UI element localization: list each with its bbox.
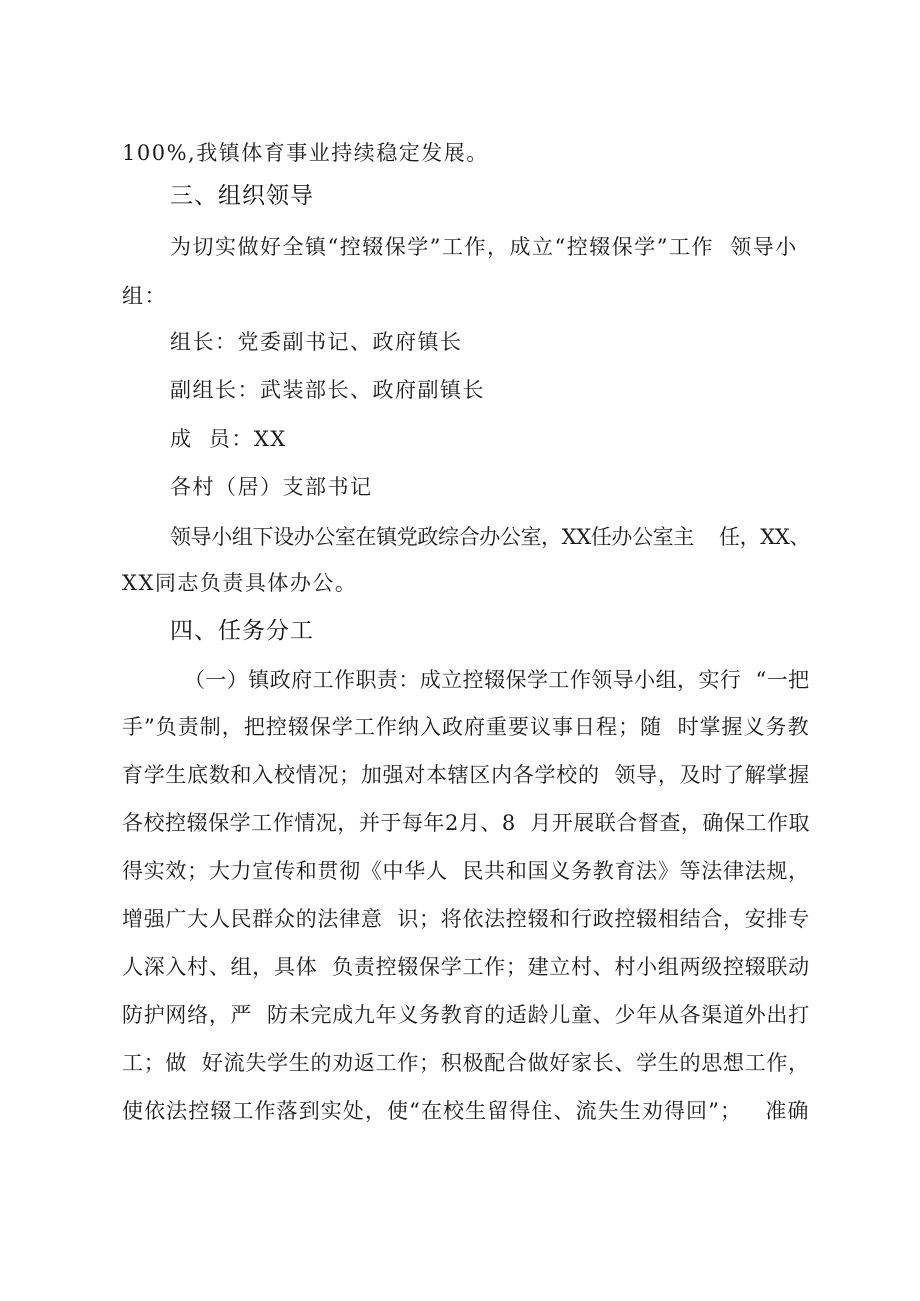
task-paragraph-line: 手”负责制，把控辍保学工作纳入政府重要议事日程；随 时掌握义务教 [122, 715, 810, 739]
paragraph-line: 为切实做好全镇“控辍保学”工作，成立“控辍保学”工作 领导小 [170, 235, 798, 259]
leader-text: 组长：党委副书记、政府镇长 [170, 330, 463, 354]
branches-text: 各村（居）支部书记 [170, 475, 373, 499]
task-paragraph-line: 增强广大人民群众的法律意 识；将依法控辍和行政控辍相结合，安排专 [122, 907, 810, 931]
deputy-leader-text: 副组长：武装部长、政府副镇长 [170, 378, 485, 402]
task-paragraph-line: 工；做 好流失学生的劝返工作；积极配合做好家长、学生的思想工作， [122, 1051, 810, 1075]
task-paragraph-line: 人深入村、组，具体 负责控辍保学工作；建立村、村小组两级控辍联动 [122, 955, 810, 979]
task-paragraph-line: （一）镇政府工作职责：成立控辍保学工作领导小组，实行 “一把 [184, 668, 810, 692]
task-paragraph-line: 育学生底数和入校情况；加强对本辖区内各学校的 领导，及时了解掌握 [122, 763, 810, 787]
office-text-line: XX同志负责具体办公。 [122, 571, 358, 595]
section-heading-organization: 三、组织领导 [170, 183, 314, 209]
office-text-line: 领导小组下设办公室在镇党政综合办公室，XX任办公室主 任，XX、 [170, 525, 810, 549]
intro-tail-text: 100%,我镇体育事业持续稳定发展。 [122, 141, 489, 165]
task-paragraph-line: 使依法控辍工作落到实处，使“在校生留得住、流失生劝得回”； 准确 [122, 1099, 810, 1123]
task-paragraph-line: 防护网络，严 防未完成九年义务教育的适龄儿童、少年从各渠道外出打 [122, 1003, 810, 1027]
task-paragraph-line: 得实效；大力宣传和贯彻《中华人 民共和国义务教育法》等法律法规， [122, 859, 810, 883]
members-text: 成 员：XX [170, 427, 287, 451]
section-heading-tasks: 四、任务分工 [170, 618, 314, 644]
paragraph-line: 组： [122, 284, 167, 308]
task-paragraph-line: 各校控辍保学工作情况，并于每年2月、8 月开展联合督查，确保工作取 [122, 811, 811, 835]
